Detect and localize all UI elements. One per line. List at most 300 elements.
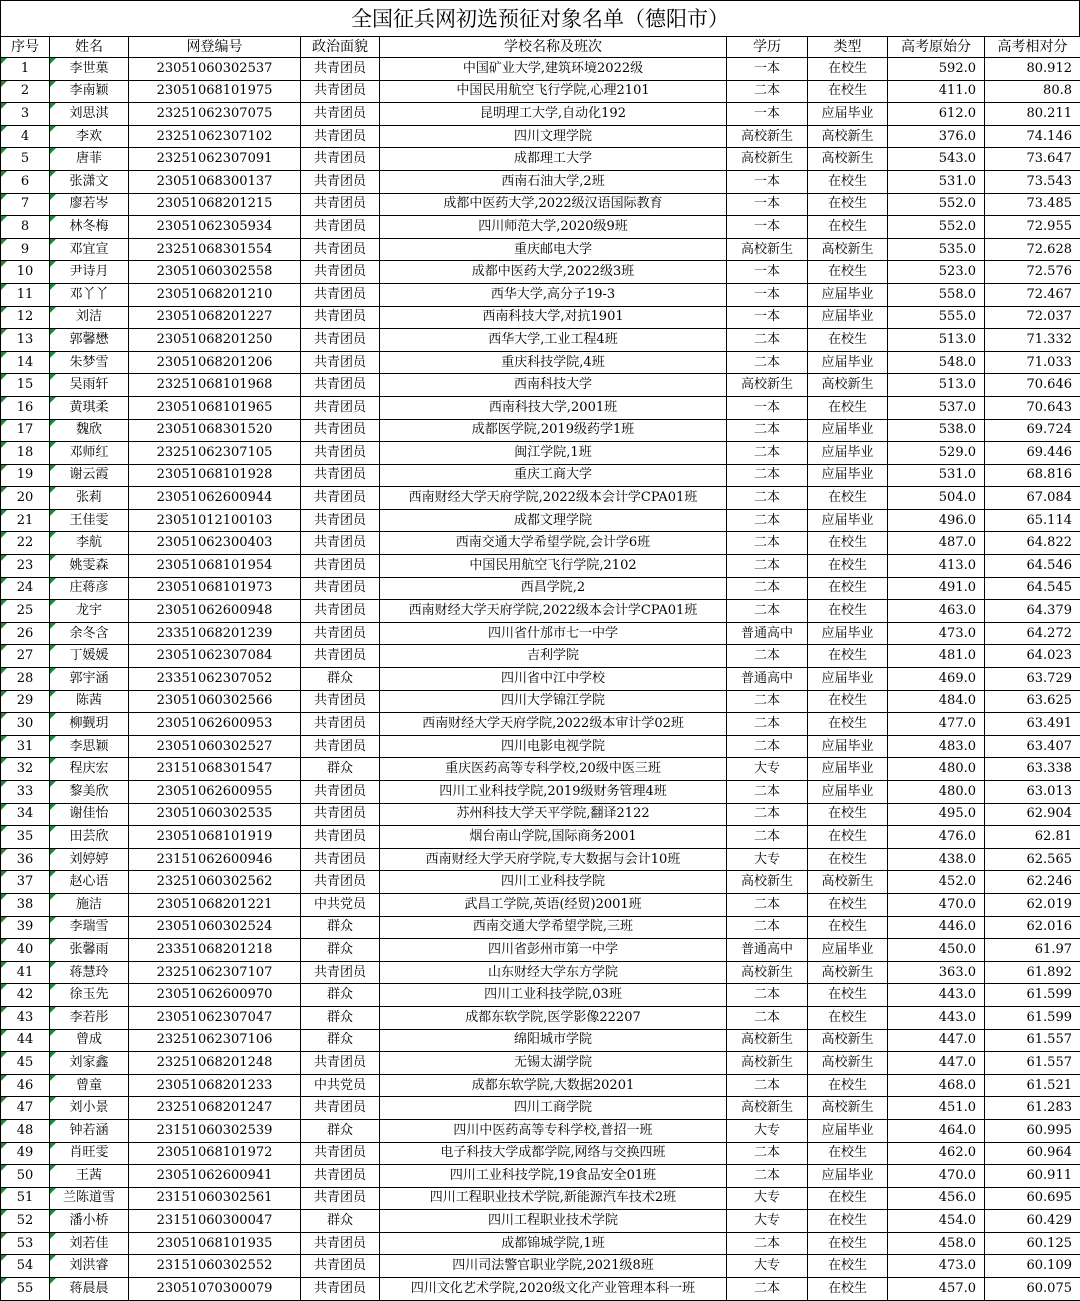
- roster-table: [0, 36, 1080, 1301]
- relative-score-cell: 70.643: [985, 396, 1080, 419]
- relative-score-cell: 73.647: [985, 148, 1080, 171]
- school-cell: 四川工业科技学院: [380, 871, 727, 894]
- reg-id-cell: 23051068201206: [129, 351, 301, 374]
- name-cell: 王茜: [50, 1165, 129, 1188]
- seq-cell: 51: [1, 1187, 50, 1210]
- header-political-status: 政治面貌: [301, 37, 380, 58]
- school-cell: 中国民用航空飞行学院,心理2101: [380, 80, 727, 103]
- header-seq: 序号: [1, 37, 50, 58]
- type-cell: 高校新生: [808, 1052, 888, 1075]
- raw-score-cell: 481.0: [888, 645, 985, 668]
- table-row: [1, 329, 1080, 352]
- seq-cell: 19: [1, 464, 50, 487]
- school-cell: 吉利学院: [380, 645, 727, 668]
- political-status-cell: 共青团员: [301, 1165, 380, 1188]
- political-status-cell: 共青团员: [301, 713, 380, 736]
- name-cell: 刘洁: [50, 306, 129, 329]
- seq-cell: 21: [1, 509, 50, 532]
- seq-cell: 40: [1, 939, 50, 962]
- name-cell: 黎美欣: [50, 781, 129, 804]
- type-cell: 在校生: [808, 532, 888, 555]
- name-cell: 兰陈道雪: [50, 1187, 129, 1210]
- raw-score-cell: 456.0: [888, 1187, 985, 1210]
- seq-cell: 20: [1, 487, 50, 510]
- education-cell: 二本: [727, 555, 808, 578]
- political-status-cell: 共青团员: [301, 577, 380, 600]
- school-cell: 西南财经大学天府学院,2022级本审计学02班: [380, 713, 727, 736]
- reg-id-cell: 23051062600955: [129, 781, 301, 804]
- seq-cell: 44: [1, 1029, 50, 1052]
- type-cell: 高校新生: [808, 374, 888, 397]
- name-cell: 龙宇: [50, 600, 129, 623]
- name-cell: 余冬含: [50, 622, 129, 645]
- seq-cell: 7: [1, 193, 50, 216]
- raw-score-cell: 531.0: [888, 464, 985, 487]
- table-row: [1, 577, 1080, 600]
- education-cell: 一本: [727, 306, 808, 329]
- school-cell: 重庆医药高等专科学校,20级中医三班: [380, 758, 727, 781]
- name-cell: 廖若岑: [50, 193, 129, 216]
- education-cell: 高校新生: [727, 148, 808, 171]
- type-cell: 在校生: [808, 848, 888, 871]
- education-cell: 二本: [727, 1232, 808, 1255]
- education-cell: 普通高中: [727, 939, 808, 962]
- name-cell: 谢云霞: [50, 464, 129, 487]
- political-status-cell: 共青团员: [301, 80, 380, 103]
- seq-cell: 26: [1, 622, 50, 645]
- name-cell: 张潇文: [50, 170, 129, 193]
- type-cell: 在校生: [808, 329, 888, 352]
- type-cell: 应届毕业: [808, 622, 888, 645]
- relative-score-cell: 73.543: [985, 170, 1080, 193]
- type-cell: 高校新生: [808, 125, 888, 148]
- name-cell: 程庆宏: [50, 758, 129, 781]
- seq-cell: 47: [1, 1097, 50, 1120]
- name-cell: 刘婷婷: [50, 848, 129, 871]
- header-row: [1, 37, 1080, 58]
- seq-cell: 35: [1, 826, 50, 849]
- relative-score-cell: 71.033: [985, 351, 1080, 374]
- reg-id-cell: 23051068101935: [129, 1232, 301, 1255]
- reg-id-cell: 23151062600946: [129, 848, 301, 871]
- table-row: [1, 1029, 1080, 1052]
- seq-cell: 11: [1, 283, 50, 306]
- raw-score-cell: 552.0: [888, 193, 985, 216]
- name-cell: 朱梦雪: [50, 351, 129, 374]
- seq-cell: 9: [1, 238, 50, 261]
- type-cell: 在校生: [808, 261, 888, 284]
- education-cell: 二本: [727, 1142, 808, 1165]
- raw-score-cell: 535.0: [888, 238, 985, 261]
- education-cell: 二本: [727, 600, 808, 623]
- name-cell: 唐菲: [50, 148, 129, 171]
- political-status-cell: 共青团员: [301, 532, 380, 555]
- political-status-cell: 共青团员: [301, 735, 380, 758]
- raw-score-cell: 447.0: [888, 1052, 985, 1075]
- seq-cell: 54: [1, 1255, 50, 1278]
- table-row: [1, 555, 1080, 578]
- name-cell: 蒋慧玲: [50, 961, 129, 984]
- relative-score-cell: 60.075: [985, 1278, 1080, 1301]
- relative-score-cell: 60.911: [985, 1165, 1080, 1188]
- raw-score-cell: 476.0: [888, 826, 985, 849]
- table-row: [1, 283, 1080, 306]
- type-cell: 高校新生: [808, 961, 888, 984]
- relative-score-cell: 61.599: [985, 1006, 1080, 1029]
- relative-score-cell: 63.338: [985, 758, 1080, 781]
- relative-score-cell: 60.125: [985, 1232, 1080, 1255]
- education-cell: 二本: [727, 735, 808, 758]
- table-row: [1, 532, 1080, 555]
- type-cell: 在校生: [808, 577, 888, 600]
- reg-id-cell: 23051062600941: [129, 1165, 301, 1188]
- relative-score-cell: 61.599: [985, 984, 1080, 1007]
- raw-score-cell: 523.0: [888, 261, 985, 284]
- table-row: [1, 848, 1080, 871]
- school-cell: 西南科技大学,2001班: [380, 396, 727, 419]
- relative-score-cell: 69.724: [985, 419, 1080, 442]
- name-cell: 魏欣: [50, 419, 129, 442]
- political-status-cell: 共青团员: [301, 1142, 380, 1165]
- name-cell: 吴雨轩: [50, 374, 129, 397]
- education-cell: 二本: [727, 419, 808, 442]
- education-cell: 二本: [727, 690, 808, 713]
- political-status-cell: 共青团员: [301, 1187, 380, 1210]
- relative-score-cell: 63.407: [985, 735, 1080, 758]
- seq-cell: 50: [1, 1165, 50, 1188]
- education-cell: 二本: [727, 1278, 808, 1301]
- relative-score-cell: 62.565: [985, 848, 1080, 871]
- type-cell: 应届毕业: [808, 939, 888, 962]
- relative-score-cell: 64.023: [985, 645, 1080, 668]
- school-cell: 成都文理学院: [380, 509, 727, 532]
- school-cell: 电子科技大学成都学院,网络与交换四班: [380, 1142, 727, 1165]
- reg-id-cell: 23051060302527: [129, 735, 301, 758]
- school-cell: 无锡太湖学院: [380, 1052, 727, 1075]
- name-cell: 张馨雨: [50, 939, 129, 962]
- seq-cell: 49: [1, 1142, 50, 1165]
- type-cell: 应届毕业: [808, 419, 888, 442]
- education-cell: 一本: [727, 103, 808, 126]
- school-cell: 成都理工大学: [380, 148, 727, 171]
- type-cell: 在校生: [808, 80, 888, 103]
- type-cell: 应届毕业: [808, 758, 888, 781]
- name-cell: 王佳雯: [50, 509, 129, 532]
- table-row: [1, 103, 1080, 126]
- raw-score-cell: 483.0: [888, 735, 985, 758]
- reg-id-cell: 23251068201248: [129, 1052, 301, 1075]
- reg-id-cell: 23051068301520: [129, 419, 301, 442]
- education-cell: 高校新生: [727, 871, 808, 894]
- raw-score-cell: 451.0: [888, 1097, 985, 1120]
- education-cell: 二本: [727, 984, 808, 1007]
- education-cell: 一本: [727, 216, 808, 239]
- political-status-cell: 共青团员: [301, 555, 380, 578]
- relative-score-cell: 64.379: [985, 600, 1080, 623]
- education-cell: 二本: [727, 916, 808, 939]
- school-cell: 重庆科技学院,4班: [380, 351, 727, 374]
- type-cell: 应届毕业: [808, 283, 888, 306]
- type-cell: 应届毕业: [808, 1119, 888, 1142]
- reg-id-cell: 23051068201233: [129, 1074, 301, 1097]
- name-cell: 施洁: [50, 893, 129, 916]
- seq-cell: 37: [1, 871, 50, 894]
- education-cell: 高校新生: [727, 125, 808, 148]
- school-cell: 成都东软学院,医学影像22207: [380, 1006, 727, 1029]
- header-relative-score: 高考相对分: [985, 37, 1080, 58]
- political-status-cell: 共青团员: [301, 1255, 380, 1278]
- political-status-cell: 共青团员: [301, 645, 380, 668]
- education-cell: 二本: [727, 713, 808, 736]
- raw-score-cell: 477.0: [888, 713, 985, 736]
- seq-cell: 33: [1, 781, 50, 804]
- name-cell: 李世菓: [50, 58, 129, 81]
- type-cell: 在校生: [808, 216, 888, 239]
- education-cell: 一本: [727, 283, 808, 306]
- type-cell: 在校生: [808, 916, 888, 939]
- seq-cell: 53: [1, 1232, 50, 1255]
- education-cell: 二本: [727, 1006, 808, 1029]
- relative-score-cell: 61.283: [985, 1097, 1080, 1120]
- type-cell: 在校生: [808, 1210, 888, 1233]
- seq-cell: 38: [1, 893, 50, 916]
- relative-score-cell: 61.97: [985, 939, 1080, 962]
- education-cell: 高校新生: [727, 1097, 808, 1120]
- reg-id-cell: 23051062600948: [129, 600, 301, 623]
- table-row: [1, 961, 1080, 984]
- raw-score-cell: 411.0: [888, 80, 985, 103]
- header-type: 类型: [808, 37, 888, 58]
- political-status-cell: 群众: [301, 1029, 380, 1052]
- political-status-cell: 共青团员: [301, 216, 380, 239]
- name-cell: 曾成: [50, 1029, 129, 1052]
- table-row: [1, 58, 1080, 81]
- seq-cell: 10: [1, 261, 50, 284]
- reg-id-cell: 23251062307106: [129, 1029, 301, 1052]
- political-status-cell: 群众: [301, 668, 380, 691]
- name-cell: 李南颖: [50, 80, 129, 103]
- raw-score-cell: 473.0: [888, 1255, 985, 1278]
- header-name: 姓名: [50, 37, 129, 58]
- political-status-cell: 共青团员: [301, 781, 380, 804]
- relative-score-cell: 62.019: [985, 893, 1080, 916]
- table-row: [1, 193, 1080, 216]
- name-cell: 邓师红: [50, 442, 129, 465]
- education-cell: 普通高中: [727, 668, 808, 691]
- relative-score-cell: 62.81: [985, 826, 1080, 849]
- reg-id-cell: 23051060302558: [129, 261, 301, 284]
- reg-id-cell: 23051068201215: [129, 193, 301, 216]
- education-cell: 二本: [727, 803, 808, 826]
- seq-cell: 13: [1, 329, 50, 352]
- school-cell: 成都中医药大学,2022级汉语国际教育: [380, 193, 727, 216]
- school-cell: 四川工程职业技术学院,新能源汽车技术2班: [380, 1187, 727, 1210]
- education-cell: 二本: [727, 351, 808, 374]
- school-cell: 西南财经大学天府学院,2022级本会计学CPA01班: [380, 600, 727, 623]
- table-row: [1, 1074, 1080, 1097]
- school-cell: 重庆工商大学: [380, 464, 727, 487]
- table-row: [1, 1165, 1080, 1188]
- political-status-cell: 群众: [301, 916, 380, 939]
- name-cell: 谢佳怡: [50, 803, 129, 826]
- education-cell: 二本: [727, 893, 808, 916]
- table-row: [1, 374, 1080, 397]
- raw-score-cell: 443.0: [888, 1006, 985, 1029]
- relative-score-cell: 60.695: [985, 1187, 1080, 1210]
- education-cell: 一本: [727, 396, 808, 419]
- political-status-cell: 共青团员: [301, 622, 380, 645]
- political-status-cell: 共青团员: [301, 509, 380, 532]
- type-cell: 在校生: [808, 193, 888, 216]
- reg-id-cell: 23251062307075: [129, 103, 301, 126]
- school-cell: 四川文化艺术学院,2020级文化产业管理本科一班: [380, 1278, 727, 1301]
- reg-id-cell: 23051060302566: [129, 690, 301, 713]
- school-cell: 西南财经大学天府学院,2022级本会计学CPA01班: [380, 487, 727, 510]
- name-cell: 刘小景: [50, 1097, 129, 1120]
- type-cell: 在校生: [808, 396, 888, 419]
- page-title: 全国征兵网初选预征对象名单（德阳市）: [0, 0, 1080, 36]
- education-cell: 高校新生: [727, 238, 808, 261]
- table-row: [1, 803, 1080, 826]
- type-cell: 在校生: [808, 170, 888, 193]
- political-status-cell: 群众: [301, 939, 380, 962]
- reg-id-cell: 23051068201227: [129, 306, 301, 329]
- table-row: [1, 396, 1080, 419]
- relative-score-cell: 80.8: [985, 80, 1080, 103]
- seq-cell: 5: [1, 148, 50, 171]
- raw-score-cell: 438.0: [888, 848, 985, 871]
- raw-score-cell: 363.0: [888, 961, 985, 984]
- school-cell: 西南交通大学希望学院,会计学6班: [380, 532, 727, 555]
- school-cell: 闽江学院,1班: [380, 442, 727, 465]
- reg-id-cell: 23051068201210: [129, 283, 301, 306]
- reg-id-cell: 23051060302535: [129, 803, 301, 826]
- seq-cell: 45: [1, 1052, 50, 1075]
- political-status-cell: 共青团员: [301, 238, 380, 261]
- name-cell: 刘洪睿: [50, 1255, 129, 1278]
- header-school: 学校名称及班次: [380, 37, 727, 58]
- raw-score-cell: 458.0: [888, 1232, 985, 1255]
- seq-cell: 34: [1, 803, 50, 826]
- school-cell: 西华大学,高分子19-3: [380, 283, 727, 306]
- relative-score-cell: 64.546: [985, 555, 1080, 578]
- seq-cell: 8: [1, 216, 50, 239]
- seq-cell: 55: [1, 1278, 50, 1301]
- relative-score-cell: 62.246: [985, 871, 1080, 894]
- political-status-cell: 群众: [301, 1210, 380, 1233]
- education-cell: 二本: [727, 645, 808, 668]
- education-cell: 大专: [727, 1119, 808, 1142]
- name-cell: 曾童: [50, 1074, 129, 1097]
- raw-score-cell: 555.0: [888, 306, 985, 329]
- name-cell: 李欢: [50, 125, 129, 148]
- type-cell: 应届毕业: [808, 351, 888, 374]
- school-cell: 四川工业科技学院,03班: [380, 984, 727, 1007]
- raw-score-cell: 495.0: [888, 803, 985, 826]
- education-cell: 二本: [727, 80, 808, 103]
- relative-score-cell: 80.211: [985, 103, 1080, 126]
- raw-score-cell: 496.0: [888, 509, 985, 532]
- relative-score-cell: 72.955: [985, 216, 1080, 239]
- reg-id-cell: 23251062307105: [129, 442, 301, 465]
- name-cell: 林冬梅: [50, 216, 129, 239]
- reg-id-cell: 23051068101975: [129, 80, 301, 103]
- reg-id-cell: 23251060302562: [129, 871, 301, 894]
- school-cell: 成都东软学院,大数据20201: [380, 1074, 727, 1097]
- raw-score-cell: 447.0: [888, 1029, 985, 1052]
- political-status-cell: 共青团员: [301, 1052, 380, 1075]
- relative-score-cell: 68.816: [985, 464, 1080, 487]
- education-cell: 大专: [727, 758, 808, 781]
- relative-score-cell: 72.037: [985, 306, 1080, 329]
- raw-score-cell: 548.0: [888, 351, 985, 374]
- table-row: [1, 80, 1080, 103]
- seq-cell: 1: [1, 58, 50, 81]
- type-cell: 高校新生: [808, 871, 888, 894]
- seq-cell: 52: [1, 1210, 50, 1233]
- type-cell: 在校生: [808, 690, 888, 713]
- relative-score-cell: 72.576: [985, 261, 1080, 284]
- education-cell: 大专: [727, 1255, 808, 1278]
- seq-cell: 2: [1, 80, 50, 103]
- reg-id-cell: 23051012100103: [129, 509, 301, 532]
- raw-score-cell: 484.0: [888, 690, 985, 713]
- table-row: [1, 622, 1080, 645]
- school-cell: 烟台南山学院,国际商务2001: [380, 826, 727, 849]
- relative-score-cell: 67.084: [985, 487, 1080, 510]
- education-cell: 二本: [727, 442, 808, 465]
- table-row: [1, 781, 1080, 804]
- relative-score-cell: 80.912: [985, 58, 1080, 81]
- education-cell: 高校新生: [727, 1052, 808, 1075]
- education-cell: 大专: [727, 1210, 808, 1233]
- name-cell: 刘若佳: [50, 1232, 129, 1255]
- name-cell: 柳觐玥: [50, 713, 129, 736]
- table-row: [1, 1278, 1080, 1301]
- table-row: [1, 216, 1080, 239]
- reg-id-cell: 23051062600970: [129, 984, 301, 1007]
- seq-cell: 23: [1, 555, 50, 578]
- education-cell: 二本: [727, 532, 808, 555]
- relative-score-cell: 60.429: [985, 1210, 1080, 1233]
- political-status-cell: 共青团员: [301, 600, 380, 623]
- political-status-cell: 中共党员: [301, 893, 380, 916]
- school-cell: 成都医学院,2019级药学1班: [380, 419, 727, 442]
- type-cell: 在校生: [808, 1278, 888, 1301]
- raw-score-cell: 487.0: [888, 532, 985, 555]
- relative-score-cell: 74.146: [985, 125, 1080, 148]
- political-status-cell: 共青团员: [301, 848, 380, 871]
- school-cell: 四川大学锦江学院: [380, 690, 727, 713]
- education-cell: 高校新生: [727, 1029, 808, 1052]
- raw-score-cell: 480.0: [888, 781, 985, 804]
- reg-id-cell: 23051060302537: [129, 58, 301, 81]
- type-cell: 在校生: [808, 826, 888, 849]
- name-cell: 李若彤: [50, 1006, 129, 1029]
- reg-id-cell: 23051062600944: [129, 487, 301, 510]
- raw-score-cell: 552.0: [888, 216, 985, 239]
- table-row: [1, 306, 1080, 329]
- political-status-cell: 共青团员: [301, 103, 380, 126]
- table-row: [1, 713, 1080, 736]
- education-cell: 二本: [727, 329, 808, 352]
- seq-cell: 28: [1, 668, 50, 691]
- school-cell: 西华大学,工业工程4班: [380, 329, 727, 352]
- reg-id-cell: 23051068300137: [129, 170, 301, 193]
- table-row: [1, 984, 1080, 1007]
- reg-id-cell: 23051068201250: [129, 329, 301, 352]
- reg-id-cell: 23051062307047: [129, 1006, 301, 1029]
